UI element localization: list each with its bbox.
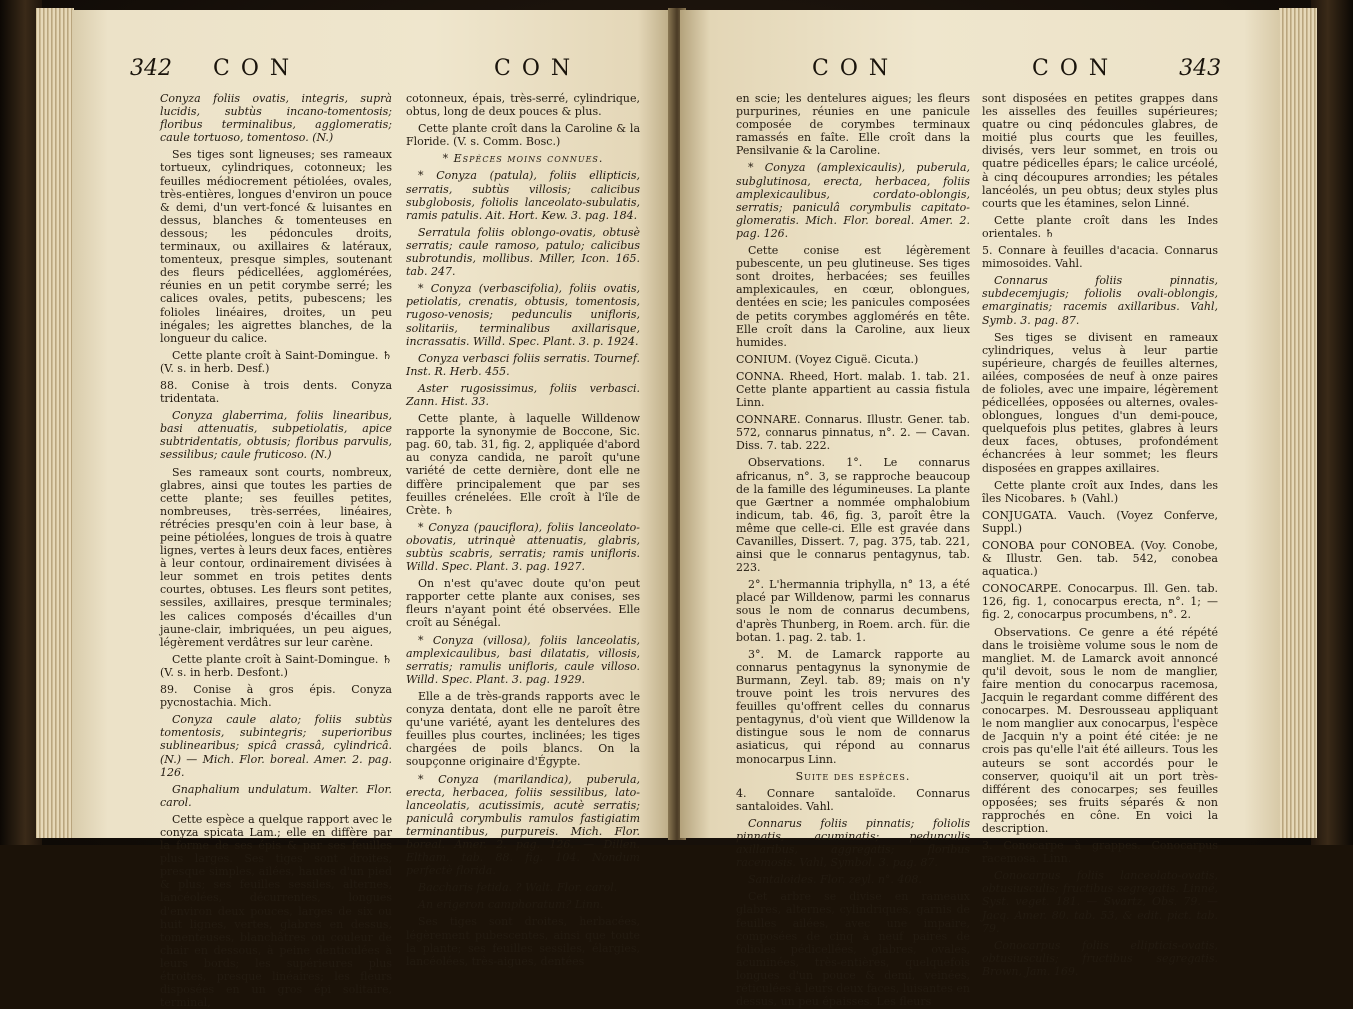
paragraph: Conyza verbasci foliis serratis. Tournef. Inst. R. Herb. 455. [406, 351, 640, 378]
left-page-header-right [494, 56, 572, 82]
paragraph: Cette plante croît à Saint-Domingue. ♄ (V. s. in herb. Desfont.) [160, 652, 392, 679]
paragraph: sont disposées en petites grappes dans les aisselles des feuilles supérieures; quatre ou cinq pédoncules glabres, de moitié plus courts que les feuilles, divisés, vers leur sommet, en trois ou quatre pédicelles épars; le calice urcéolé, à cinq découpures arrondies; les pétales lancéolés, un peu obtus; deux styles plus courts que les étamines, selon Linné. [982, 92, 1218, 210]
paragraph: Aster rugosissimus, foliis verbasci. Zann. Hist. 33. [406, 381, 640, 408]
paragraph: Cette plante, à laquelle Willdenow rapporte la synonymie de Boccone, Sic. pag. 60, tab. 31, fig. 2, appliquée d'abord au conyza candida, ne paroît qu'une variété de cette dernière, dont elle ne diffère principalement que par ses feuilles crénelées. Elle croît à l'île de Crète. ♄ [406, 412, 640, 517]
paragraph: On n'est qu'avec doute qu'on peut rapporter cette plante aux conises, ses fleurs n'ayant point été observées. Elle croît au Sénégal. [406, 577, 640, 630]
right-running-title-left: C O N [812, 56, 891, 81]
left-page [72, 10, 674, 1009]
paragraph: Baccharis fetida. ? Walt. Flor. carol. [418, 881, 618, 895]
section-heading: * Espèces moins connues. [442, 152, 604, 166]
entry-heading: 3. Conocarpe à grappes. Conocarpus racemosa. Linn. [982, 839, 1218, 866]
paragraph: Cette espèce a quelque rapport avec le conyza spicata Lam.; elle en diffère par la forme de ses épis & par ses feuilles plus larges. Ses tiges sont droites, presque simples, ailées, hautes d'un pied & plus; ses feuilles sessiles, alternes, lancéolées, décurrentes, longues d'environ deux pouces, larges de six ou huit lignes, vertes, glabres en dessus, tomenteuses, blanchâtres ou couleur de chair en dessous, à peine denticulées à leurs bords; les supérieures plus étroites, presque linéaires; les fleurs disposées en un gros épi solitaire, terminal, [160, 812, 392, 1009]
paragraph: Ses tiges sont ligneuses; ses rameaux tortueux, cylindriques, cotonneux; les feuilles médiocrement pétiolées, ovales, très-entières, longues d'environ un pouce & demi, d'un vert-foncé & luisantes en dessus, blanches & tomenteuses en dessous; les pédoncules droits, terminaux, ou axillaires & latéraux, tomenteux, presque simples, soutenant des fleurs pédicellées, agglomérées, réunies en un petit corymbe serré; les calices ovales, petits, pubescens; les folioles linéaires, droites, un peu inégales; les aigrettes blanches, de la longueur du calice. [160, 148, 392, 345]
left-page-number: 342 [130, 56, 172, 81]
paragraph: Gnaphalium undulatum. Walter. Flor. carol. [160, 782, 392, 809]
paragraph: Cette plante croît à Saint-Domingue. ♄ (V. s. in herb. Desf.) [160, 348, 392, 375]
paragraph: 3°. M. de Lamarck rapporte au connarus pentagynus la synonymie de Burmann, Zeyl. tab. 89; mais on n'y trouve point les trois nervures des feuilles qu'offrent celles du connarus pentagynus, d'où vient que Willdenow la distingue sous le nom de connarus asiaticus, qui répond au connarus monocarpus Linn. [736, 647, 970, 766]
paragraph: Connarus foliis pinnatis, subdecemjugis; foliolis ovali-oblongis, emarginatis; racemis axillaribus. Vahl, Symb. 3. pag. 87. [982, 274, 1218, 327]
paragraph: Cette plante croît dans les Indes orientales. ♄ [982, 213, 1218, 240]
paragraph: en scie; les dentelures aigues; les fleurs purpurines, réunies en une panicule composée de corymbes terminaux ramassés en faîte. Elle croît dans la Pensilvanie & la Caroline. [736, 92, 970, 158]
entry-heading: CONNA. Rheed, Hort. malab. 1. tab. 21. Cette plante appartient au cassia fistula Linn. [736, 369, 970, 410]
paragraph: Conyza glaberrima, foliis linearibus, basi attenuatis, subpetiolatis, apice subtridentatis, obtusis; floribus parvulis, sessilibus; caule fruticoso. (N.) [160, 409, 392, 462]
paragraph: * Conyza (verbascifolia), foliis ovatis, petiolatis, crenatis, obtusis, tomentosis, rugoso-venosis; pedunculis unifloris, solitariis, terminalibus axillarisque, incrassatis. Willd. Spec. Plant. 3. p. 1924. [406, 282, 640, 348]
paragraph: * Conyza (marilandica), puberula, erecta, herbacea, foliis sessilibus, lato-lanceolatis, acutissimis, acutè serratis; paniculâ corymbulis ramulos fastigiatim terminantibus, purpureis. Mich. Flor. boreal. Amer. 2. pag. 126. — Dillen. Eltham. tab. 88. fig. 104. Nondum perfectè florida. [406, 772, 640, 878]
paragraph: Elle a de très-grands rapports avec le conyza dentata, dont elle ne paroît être qu'une variété, ayant les dentelures des feuilles plus courtes, inclinées; les tiges chargées de poils blancs. On la soupçonne originaire d'Égypte. [406, 689, 640, 769]
right-page-number: 343 [1179, 56, 1222, 81]
page-edges-left [36, 8, 74, 838]
entry-heading: 89. Conise à gros épis. Conyza pycnostachia. Mich. [160, 683, 392, 710]
left-running-title-right: C O N [494, 56, 573, 81]
paragraph: Ses rameaux sont courts, nombreux, glabres, ainsi que toutes les parties de cette plante; ses feuilles petites, nombreuses, très-serrées, linéaires, rétrécies presqu'en coin à leur base, à peine pétiolées, longues de trois à quatre lignes, vertes à leurs deux faces, entières à leur contour, ordinairement divisées à leur sommet en trois petites dents courtes, obtuses. Les fleurs sont petites, sessiles, axillaires, presque terminales; les calices composés d'écailles d'un jaune-clair, imbriquées, un peu aigues, légèrement verdâtres sur leur carène. [160, 465, 392, 649]
paragraph: Conocarpus foliis lanceolato-ovatis, obtusiusculis; fructibus segregatis. Linné, Syst. veget. 181. — Swartz, Obs. 79. — Jacq. Amer. 80. tab. 53, & edit. pict. tab. 79. [982, 869, 1218, 935]
paragraph: Conyza foliis ovatis, integris, suprà lucidis, subtùs incano-tomentosis; floribus terminalibus, agglomeratis; caule tortuoso, tomentoso. (N.) [160, 92, 392, 145]
right-page [680, 10, 1280, 1009]
right-running-title: C O N [1032, 56, 1111, 81]
left-page-column-2 [406, 92, 640, 968]
paragraph: * Conyza (patula), foliis ellipticis, serratis, subtùs villosis; calicibus subglobosis, foliolis lanceolato-subulatis, ramis patulis. Ait. Hort. Kew. 3. pag. 184. [406, 169, 640, 222]
entry-heading: 88. Conise à trois dents. Conyza tridentata. [160, 378, 392, 406]
entry-heading: 5. Connare à feuilles d'acacia. Connarus mimosoides. Vahl. [982, 244, 1218, 271]
paragraph: Observations. 1°. Le connarus africanus, n°. 3, se rapproche beaucoup de la famille des légumineuses. La plante que Gærtner a nommée omphalobium indicum, tab. 46, fig. 3, paroît être la même que celle-ci. Elle est gravée dans Cavanilles, Dissert. 7, pag. 375, tab. 221, ainsi que le connarus pentagynus, tab. 223. [736, 456, 970, 575]
book-cover-right [1311, 0, 1353, 845]
paragraph: Ses tiges se divisent en rameaux cylindriques, velus à leur partie supérieure, chargés de feuilles alternes, ailées, composées de neuf à onze paires de folioles, avec une impaire, légèrement pédicellées, opposées ou alternes, ovales-oblongues, longues d'un demi-pouce, quelquefois plus petites, glabres à leurs deux faces, obtuses, profondément échancrées à leur sommet; les fleurs disposées en grappes axillaires. [982, 330, 1218, 475]
entry-heading: CONIUM. (Voyez Ciguë. Cicuta.) [736, 352, 919, 366]
entry-heading: CONOCARPE. Conocarpus. Ill. Gen. tab. 126, fig. 1, conocarpus erecta, n°. 1; — fig. 2, conocarpus procumbens, n°. 2. [982, 582, 1218, 622]
paragraph: Cette conise est légèrement pubescente, un peu glutineuse. Ses tiges sont droites, herbacées; ses feuilles amplexicaules, en cœur, oblongues, dentées en scie; les panicules composées de petits corymbes agglomérés en tête. Elle croît dans la Caroline, aux lieux humides. [736, 244, 970, 349]
section-heading: Suite des espèces. [795, 769, 911, 783]
entry-heading: CONOBA pour CONOBEA. (Voy. Conobe, & Illustr. Gen. tab. 542, conobea aquatica.) [982, 539, 1218, 579]
paragraph: * Conyza (amplexicaulis), puberula, subglutinosa, erecta, herbacea, foliis amplexicaulibus, cordato-oblongis, serratis; paniculâ corymbulis capitato-glomeratis. Mich. Flor. boreal. Amer. 2. pag. 126. [736, 161, 970, 240]
paragraph: * Conyza (villosa), foliis lanceolatis, amplexicaulibus, basi dilatatis, villosis, serratis; ramulis unifloris, caule villoso. Willd. Spec. Plant. 3. pag. 1929. [406, 633, 640, 686]
right-page-header [1032, 56, 1221, 82]
paragraph: Conocarpus foliis ellipticis-ovatis, obtusiusculis; fructibus segregatis. Brown, Jam. 169. [982, 938, 1218, 978]
left-page-column-1 [160, 92, 392, 1009]
left-running-title: C O N [213, 56, 292, 81]
paragraph: Connarus foliis pinnatis; foliolis pinnatis, acuminatis; pedunculis axillaribus, aggregatis; floribus racemosis. Vahl, Symbol. 3. pag. 87. [736, 816, 970, 870]
paragraph: cotonneux, épais, très-serré, cylindrique, obtus, long de deux pouces & plus. [406, 92, 640, 119]
paragraph: Santaloides. Flor. zeyl. n°. 408. [748, 873, 922, 887]
paragraph: Observations. Ce genre a été répété dans le troisième volume sous le nom de mangliet. M. de Lamarck avoit annoncé qu'il devoit, sous le nom de manglier, faire mention du conocarpus racemosa, Jacquin le regardant comme différent des conocarpes. M. Desrousseau appliquant le nom manglier aux conocarpus, l'espèce de Jacquin n'y a point été citée: je ne crois pas qu'elle l'ait été ailleurs. Tous les auteurs se sont accordés pour le conserver, quoiqu'il ait un port très-différent des conocarpes; ses feuilles opposées; ses fruits séparés & non rapprochés en cône. En voici la description. [982, 625, 1218, 835]
paragraph: Ses tiges sont droites, herbacées, légèrement pubescentes, ainsi que toute la plante; ses feuilles sessiles, élargies, lancéolées, très-aigues, dentées [406, 915, 640, 968]
paragraph: Cette plante croît aux Indes, dans les îles Nicobares. ♄ (Vahl.) [982, 478, 1218, 505]
right-page-header-left [812, 56, 890, 82]
right-page-column-1 [736, 92, 970, 1009]
page-edges-right [1279, 8, 1317, 838]
entry-heading: 4. Connare santaloïde. Connarus santaloides. Vahl. [736, 786, 970, 813]
paragraph: Cette plante croît dans la Caroline & la Floride. (V. s. Comm. Bosc.) [406, 122, 640, 149]
entry-heading: CONJUGATA. Vauch. (Voyez Conferve, Suppl.) [982, 508, 1218, 535]
paragraph: Conyza caule alato; foliis subtùs tomentosis, subintegris; superioribus sublinearibus; spicâ crassâ, cylindricâ. (N.) — Mich. Flor. boreal. Amer. 2. pag. 126. [160, 713, 392, 779]
right-page-column-2 [982, 92, 1218, 978]
paragraph: An erigeron camphoratum? Linn. [418, 898, 604, 912]
paragraph: Cet arbre se divise en rameaux glabres, alternes, cylindriques, garnis de feuilles ailées, avec une impaire, composées de cinq à neuf paires de folioles pédicellées, glabres, ovales, acuminées, très-entières, quelquefois longues d'un pouce & demi, veinées, réticulées à leurs deux faces, luisantes en dessus, un peu épaisses. Les fleurs [736, 890, 970, 1009]
left-page-header [130, 56, 291, 82]
paragraph: 2°. L'hermannia triphylla, n° 13, a été placé par Willdenow, parmi les connarus sous le nom de connarus decumbens, d'après Thunberg, in Roem. arch. für. die botan. 1. pag. 2. tab. 1. [736, 578, 970, 644]
entry-heading: CONNARE. Connarus. Illustr. Gener. tab. 572, connarus pinnatus, n°. 2. — Cavan. Diss. 7. tab. 222. [736, 413, 970, 453]
paragraph: Serratula foliis oblongo-ovatis, obtusè serratis; caule ramoso, patulo; calicibus subrotundis, mollibus. Miller, Icon. 165. tab. 247. [406, 225, 640, 279]
paragraph: * Conyza (pauciflora), foliis lanceolato-obovatis, utrinquè attenuatis, glabris, subtùs scabris, serratis; ramis unifloris. Willd. Spec. Plant. 3. pag. 1927. [406, 520, 640, 574]
